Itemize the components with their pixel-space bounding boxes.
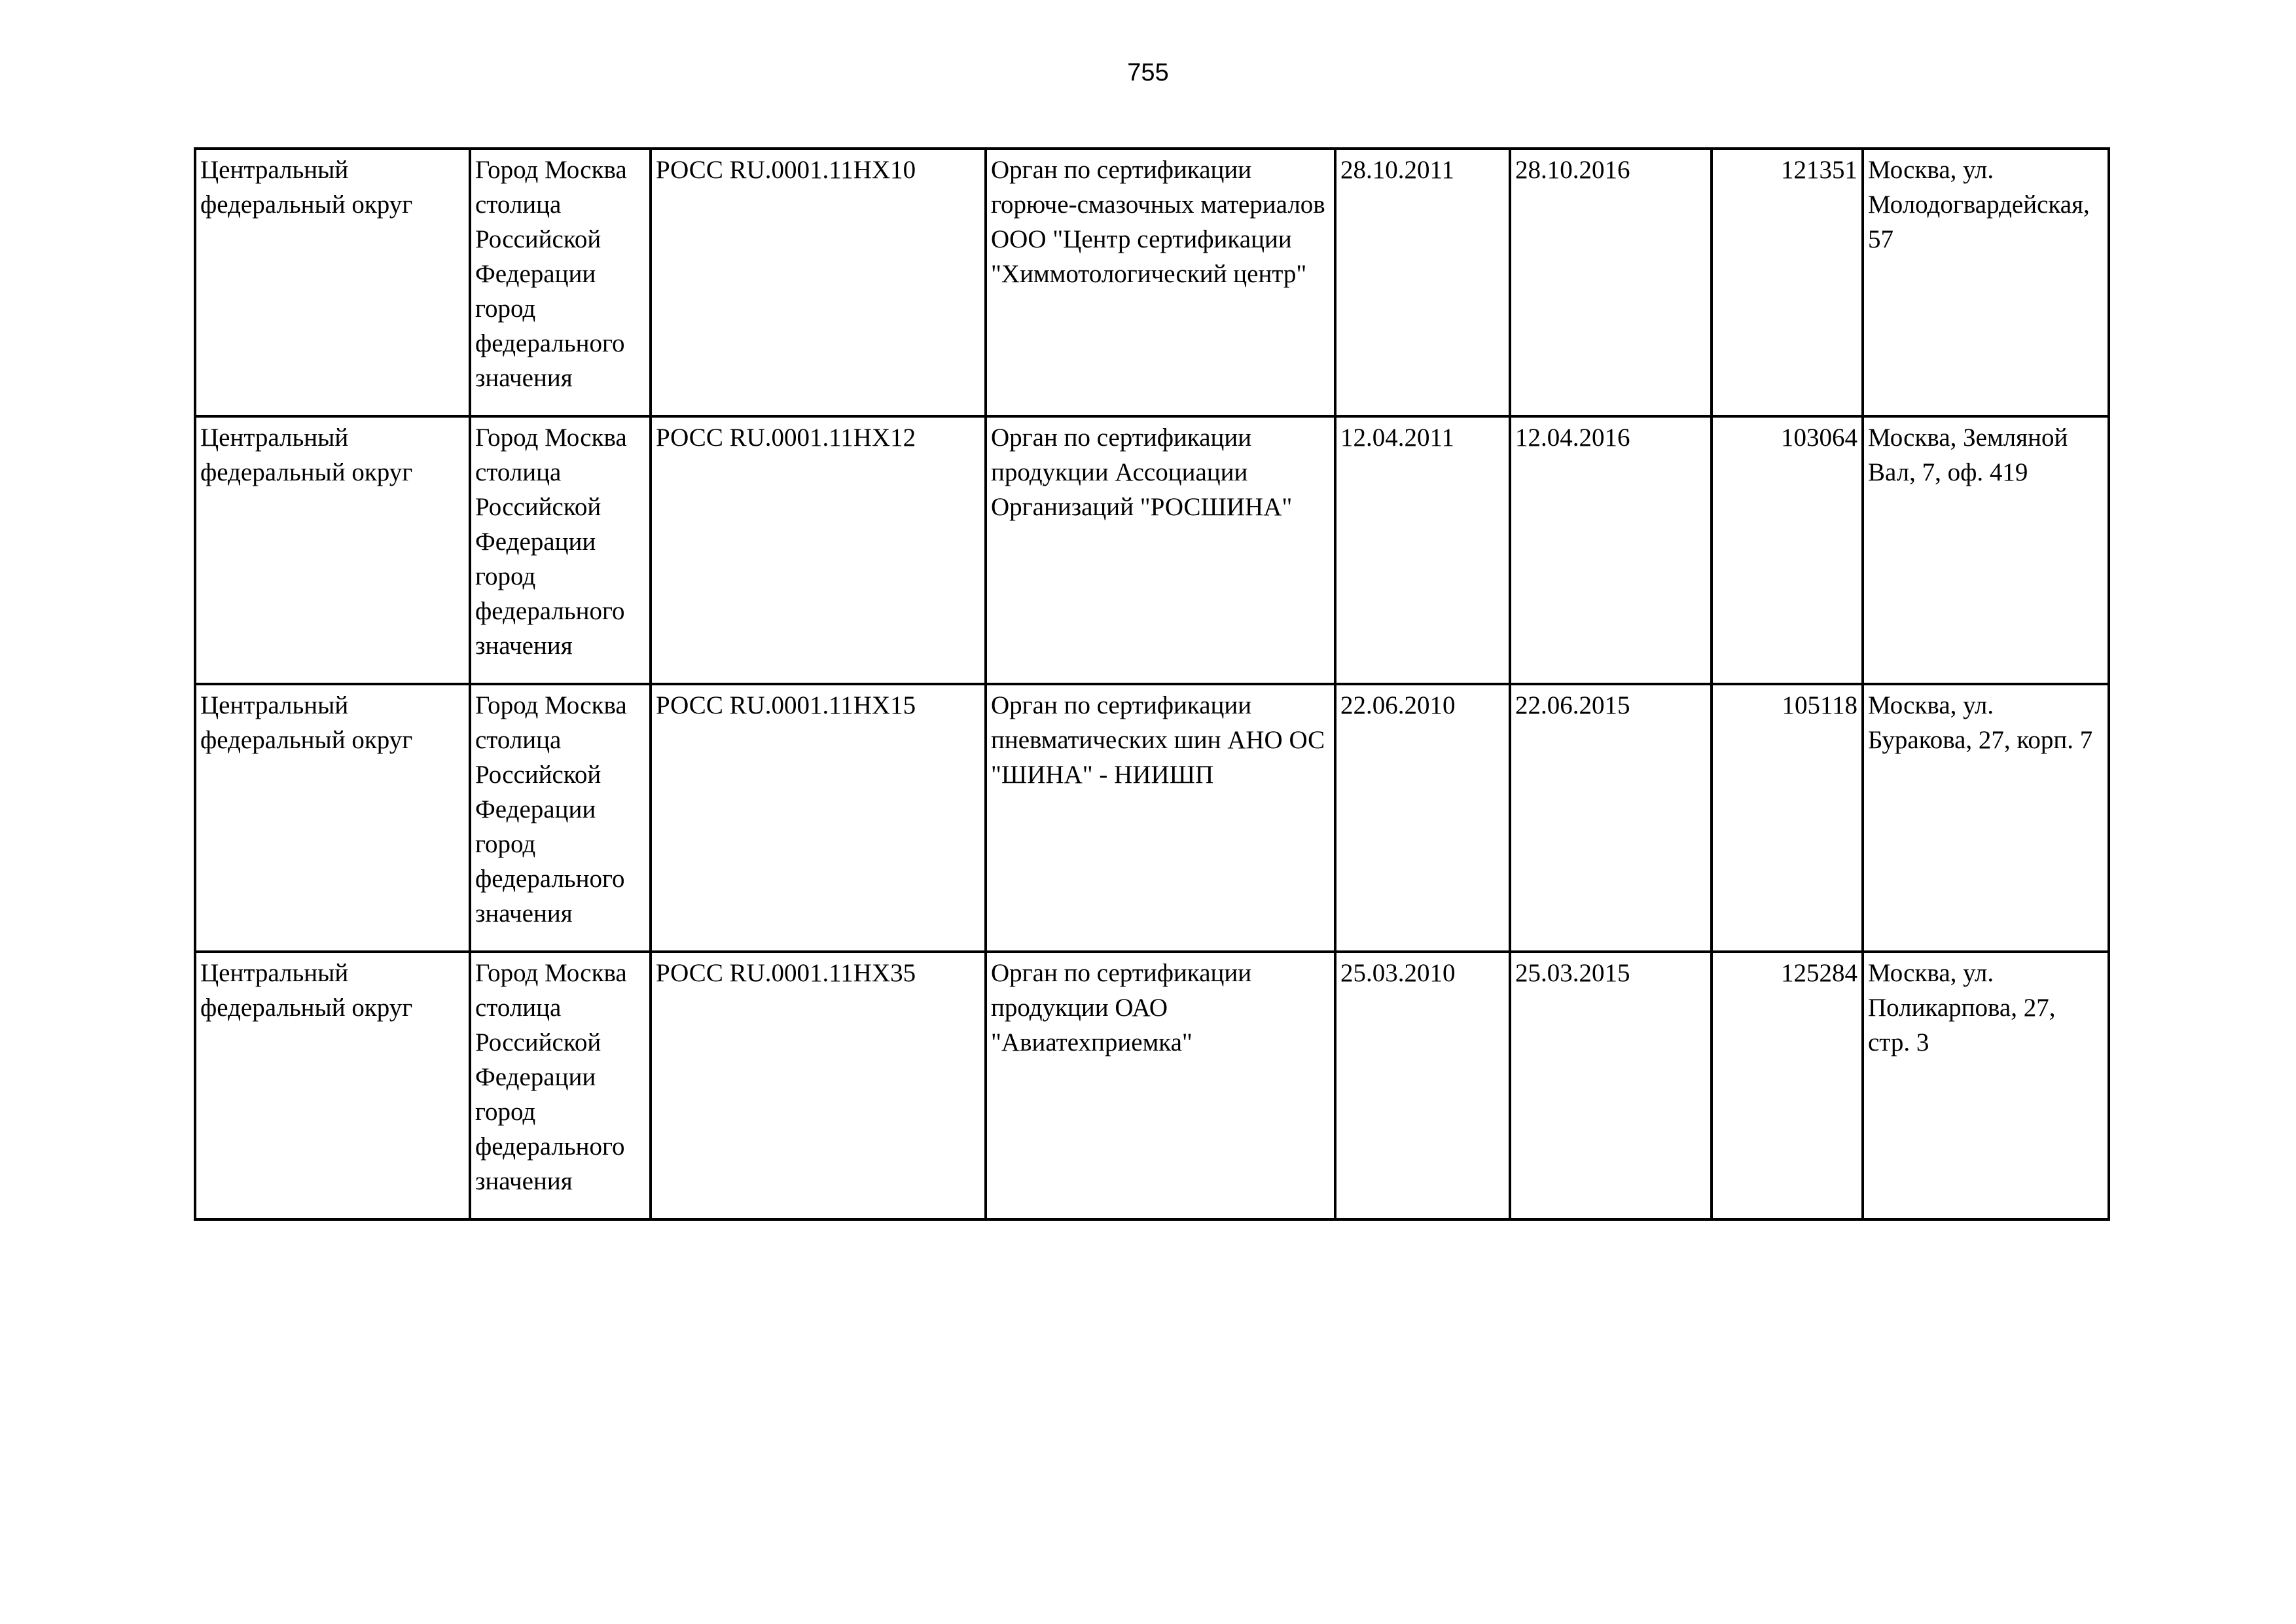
date-from-cell bbox=[1335, 416, 1510, 684]
date-to-cell bbox=[1510, 416, 1712, 684]
organization-cell bbox=[986, 684, 1335, 952]
table-row bbox=[195, 684, 2109, 952]
region-cell bbox=[470, 416, 651, 684]
date-to-text: 25.03.2015 bbox=[1515, 959, 1630, 987]
district-text: Центральный федеральный округ bbox=[200, 691, 413, 754]
postal-code-cell bbox=[1712, 684, 1863, 952]
address-text: Москва, ул. Буракова, 27, корп. 7 bbox=[1868, 691, 2093, 754]
postal-code-text: 105118 bbox=[1782, 691, 1857, 719]
date-to-text: 12.04.2016 bbox=[1515, 424, 1630, 452]
organization-cell bbox=[986, 416, 1335, 684]
date-from-cell bbox=[1335, 149, 1510, 416]
postal-code-cell bbox=[1712, 416, 1863, 684]
district-cell bbox=[195, 416, 470, 684]
date-to-text: 28.10.2016 bbox=[1515, 156, 1630, 184]
date-to-text: 22.06.2015 bbox=[1515, 691, 1630, 719]
address-cell bbox=[1863, 684, 2109, 952]
date-to-cell bbox=[1510, 684, 1712, 952]
district-cell bbox=[195, 684, 470, 952]
date-from-text: 22.06.2010 bbox=[1340, 691, 1456, 719]
postal-code-text: 103064 bbox=[1781, 424, 1857, 452]
certification-registry-table bbox=[194, 147, 2110, 1221]
cert-number-cell bbox=[651, 952, 986, 1219]
date-from-cell bbox=[1335, 684, 1510, 952]
table-row bbox=[195, 952, 2109, 1219]
organization-text: Орган по сертификации продукции Ассоциации Организаций "РОСШИНА" bbox=[991, 424, 1293, 521]
postal-code-cell bbox=[1712, 952, 1863, 1219]
district-text: Центральный федеральный округ bbox=[200, 424, 413, 486]
district-text: Центральный федеральный округ bbox=[200, 959, 413, 1022]
cert-number-text: РОСС RU.0001.11НХ12 bbox=[656, 424, 916, 452]
address-cell bbox=[1863, 416, 2109, 684]
organization-text: Орган по сертификации горюче-смазочных материалов ООО "Центр сертификации "Химмотологический центр" bbox=[991, 156, 1325, 288]
cert-number-cell bbox=[651, 416, 986, 684]
postal-code-cell bbox=[1712, 149, 1863, 416]
table-row bbox=[195, 149, 2109, 416]
date-from-text: 28.10.2011 bbox=[1340, 156, 1455, 184]
address-cell bbox=[1863, 952, 2109, 1219]
table-body bbox=[195, 149, 2109, 1219]
cert-number-cell bbox=[651, 149, 986, 416]
address-cell bbox=[1863, 149, 2109, 416]
region-cell bbox=[470, 952, 651, 1219]
district-text: Центральный федеральный округ bbox=[200, 156, 413, 219]
date-from-text: 12.04.2011 bbox=[1340, 424, 1455, 452]
cert-number-text: РОСС RU.0001.11НХ15 bbox=[656, 691, 916, 719]
region-text: Город Москва столица Российской Федерации город федерального значения bbox=[475, 691, 627, 928]
region-text: Город Москва столица Российской Федерации город федерального значения bbox=[475, 959, 627, 1195]
region-text: Город Москва столица Российской Федерации город федерального значения bbox=[475, 156, 627, 392]
region-cell bbox=[470, 684, 651, 952]
postal-code-text: 125284 bbox=[1781, 959, 1857, 987]
cert-number-cell bbox=[651, 684, 986, 952]
date-to-cell bbox=[1510, 149, 1712, 416]
organization-text: Орган по сертификации продукции ОАО "Авиатехприемка" bbox=[991, 959, 1252, 1056]
page-number: 755 bbox=[1127, 59, 1169, 86]
region-cell bbox=[470, 149, 651, 416]
address-text: Москва, ул. Молодогвардейская, 57 bbox=[1868, 156, 2090, 253]
district-cell bbox=[195, 952, 470, 1219]
organization-cell bbox=[986, 952, 1335, 1219]
date-from-text: 25.03.2010 bbox=[1340, 959, 1456, 987]
address-text: Москва, Земляной Вал, 7, оф. 419 bbox=[1868, 424, 2068, 486]
region-text: Город Москва столица Российской Федерации город федерального значения bbox=[475, 424, 627, 660]
cert-number-text: РОСС RU.0001.11НХ10 bbox=[656, 156, 916, 184]
date-to-cell bbox=[1510, 952, 1712, 1219]
table-row bbox=[195, 416, 2109, 684]
address-text: Москва, ул. Поликарпова, 27, стр. 3 bbox=[1868, 959, 2056, 1056]
date-from-cell bbox=[1335, 952, 1510, 1219]
organization-cell bbox=[986, 149, 1335, 416]
postal-code-text: 121351 bbox=[1781, 156, 1857, 184]
cert-number-text: РОСС RU.0001.11НХ35 bbox=[656, 959, 916, 987]
organization-text: Орган по сертификации пневматических шин АНО ОС "ШИНА" - НИИШП bbox=[991, 691, 1325, 789]
district-cell bbox=[195, 149, 470, 416]
